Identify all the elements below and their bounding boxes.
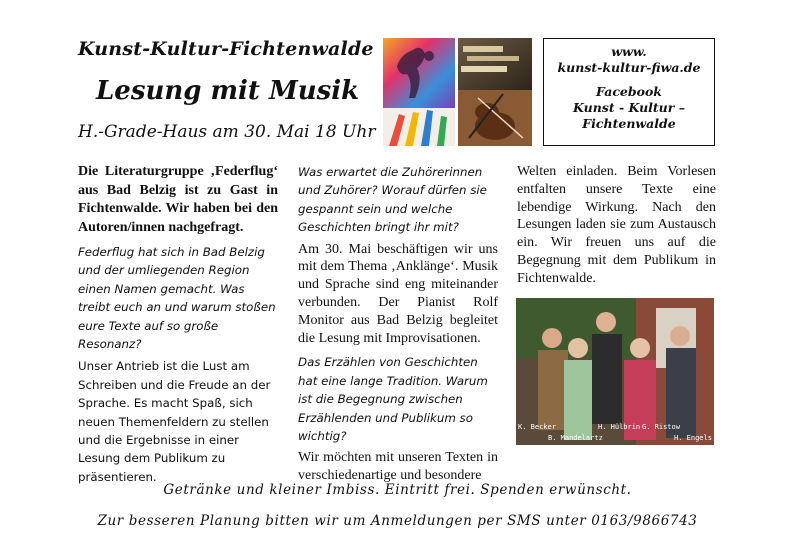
interview-answer-3-cont: Welten einladen. Beim Vorlesen entfalten unsere Texte eine lebendige Wirkung. Nach den Lesungen laden sie zum Austausch ein. Wir freuen uns auf die Begegnung mit dem Publikum in Fichtenwalde. bbox=[517, 164, 716, 286]
photo-name-4: B. Mandelartz bbox=[548, 434, 603, 442]
article-column-2 bbox=[298, 163, 498, 491]
facebook-page-name-cont: Fichtenwalde bbox=[582, 116, 676, 131]
photo-name-1: K. Becker bbox=[518, 423, 556, 431]
event-title: Lesung mit Musik bbox=[96, 76, 360, 106]
interview-question-2: Was erwartet die Zuhörerinnen und Zuhörer? Worauf dürfen sie gespannt sein und welche Geschichten bringt ihr mit? bbox=[298, 165, 487, 235]
photo-name-2: H. Hülbrin bbox=[598, 423, 641, 431]
footer-registration: Zur besseren Planung bitten wir um Anmeldungen per SMS unter 0163/9866743 bbox=[97, 513, 698, 529]
photo-name-5: H. Engels bbox=[674, 434, 712, 442]
website-label: www. bbox=[611, 44, 647, 59]
article-column-3 bbox=[517, 163, 716, 320]
article-column-1 bbox=[78, 163, 278, 486]
article-lead: Die Literaturgruppe ‚Federflug‘ aus Bad Belzig ist zu Gast in Fichtenwalde. Wir haben bei den Autoren/innen nachgefragt. bbox=[78, 164, 278, 235]
interview-question-1: Federflug hat sich in Bad Belzig und der umliegenden Region einen Namen gemacht. Was treibt euch an und warum stoßen eure Texte auf so große Resonanz? bbox=[78, 245, 276, 352]
event-place-date: H.-Grade-Haus am 30. Mai 18 Uhr bbox=[78, 122, 376, 142]
website-link[interactable]: kunst-kultur-fiwa.de bbox=[557, 60, 701, 75]
photo-name-3: G. Ristow bbox=[642, 423, 680, 431]
contact-info-box bbox=[543, 38, 715, 146]
organization-title: Kunst-Kultur-Fichtenwalde bbox=[78, 38, 374, 60]
interview-answer-2: Am 30. Mai beschäftigen wir uns mit dem Thema ‚Anklänge‘. Musik und Sprache sind eng miteinander verbunden. Der Pianist Rolf Monitor aus Bad Belzig begleitet die Lesung mit Improvisationen. bbox=[298, 241, 498, 346]
art-collage-image bbox=[383, 38, 532, 146]
interview-question-3: Das Erzählen von Geschichten hat eine lange Tradition. Warum ist die Begegnung zwischen Erzählenden und Publikum so wichtig? bbox=[298, 355, 488, 444]
interview-answer-3-start: Wir möchten mit unseren Texten in verschiedenartige und besondere bbox=[298, 450, 498, 484]
interview-answer-1: Unser Antrieb ist die Lust am Schreiben und die Freude an der Sprache. Es macht Spaß, sich neuen Themenfeldern zu stellen und die Ergebnisse in einer Lesung dem Publikum zu präsentieren. bbox=[78, 359, 271, 484]
footer-refreshments: Getränke und kleiner Imbiss. Eintritt frei. Spenden erwünscht. bbox=[163, 482, 632, 498]
facebook-label: Facebook bbox=[596, 84, 662, 99]
group-photo bbox=[516, 298, 714, 445]
facebook-page-name: Kunst - Kultur – bbox=[573, 100, 685, 115]
